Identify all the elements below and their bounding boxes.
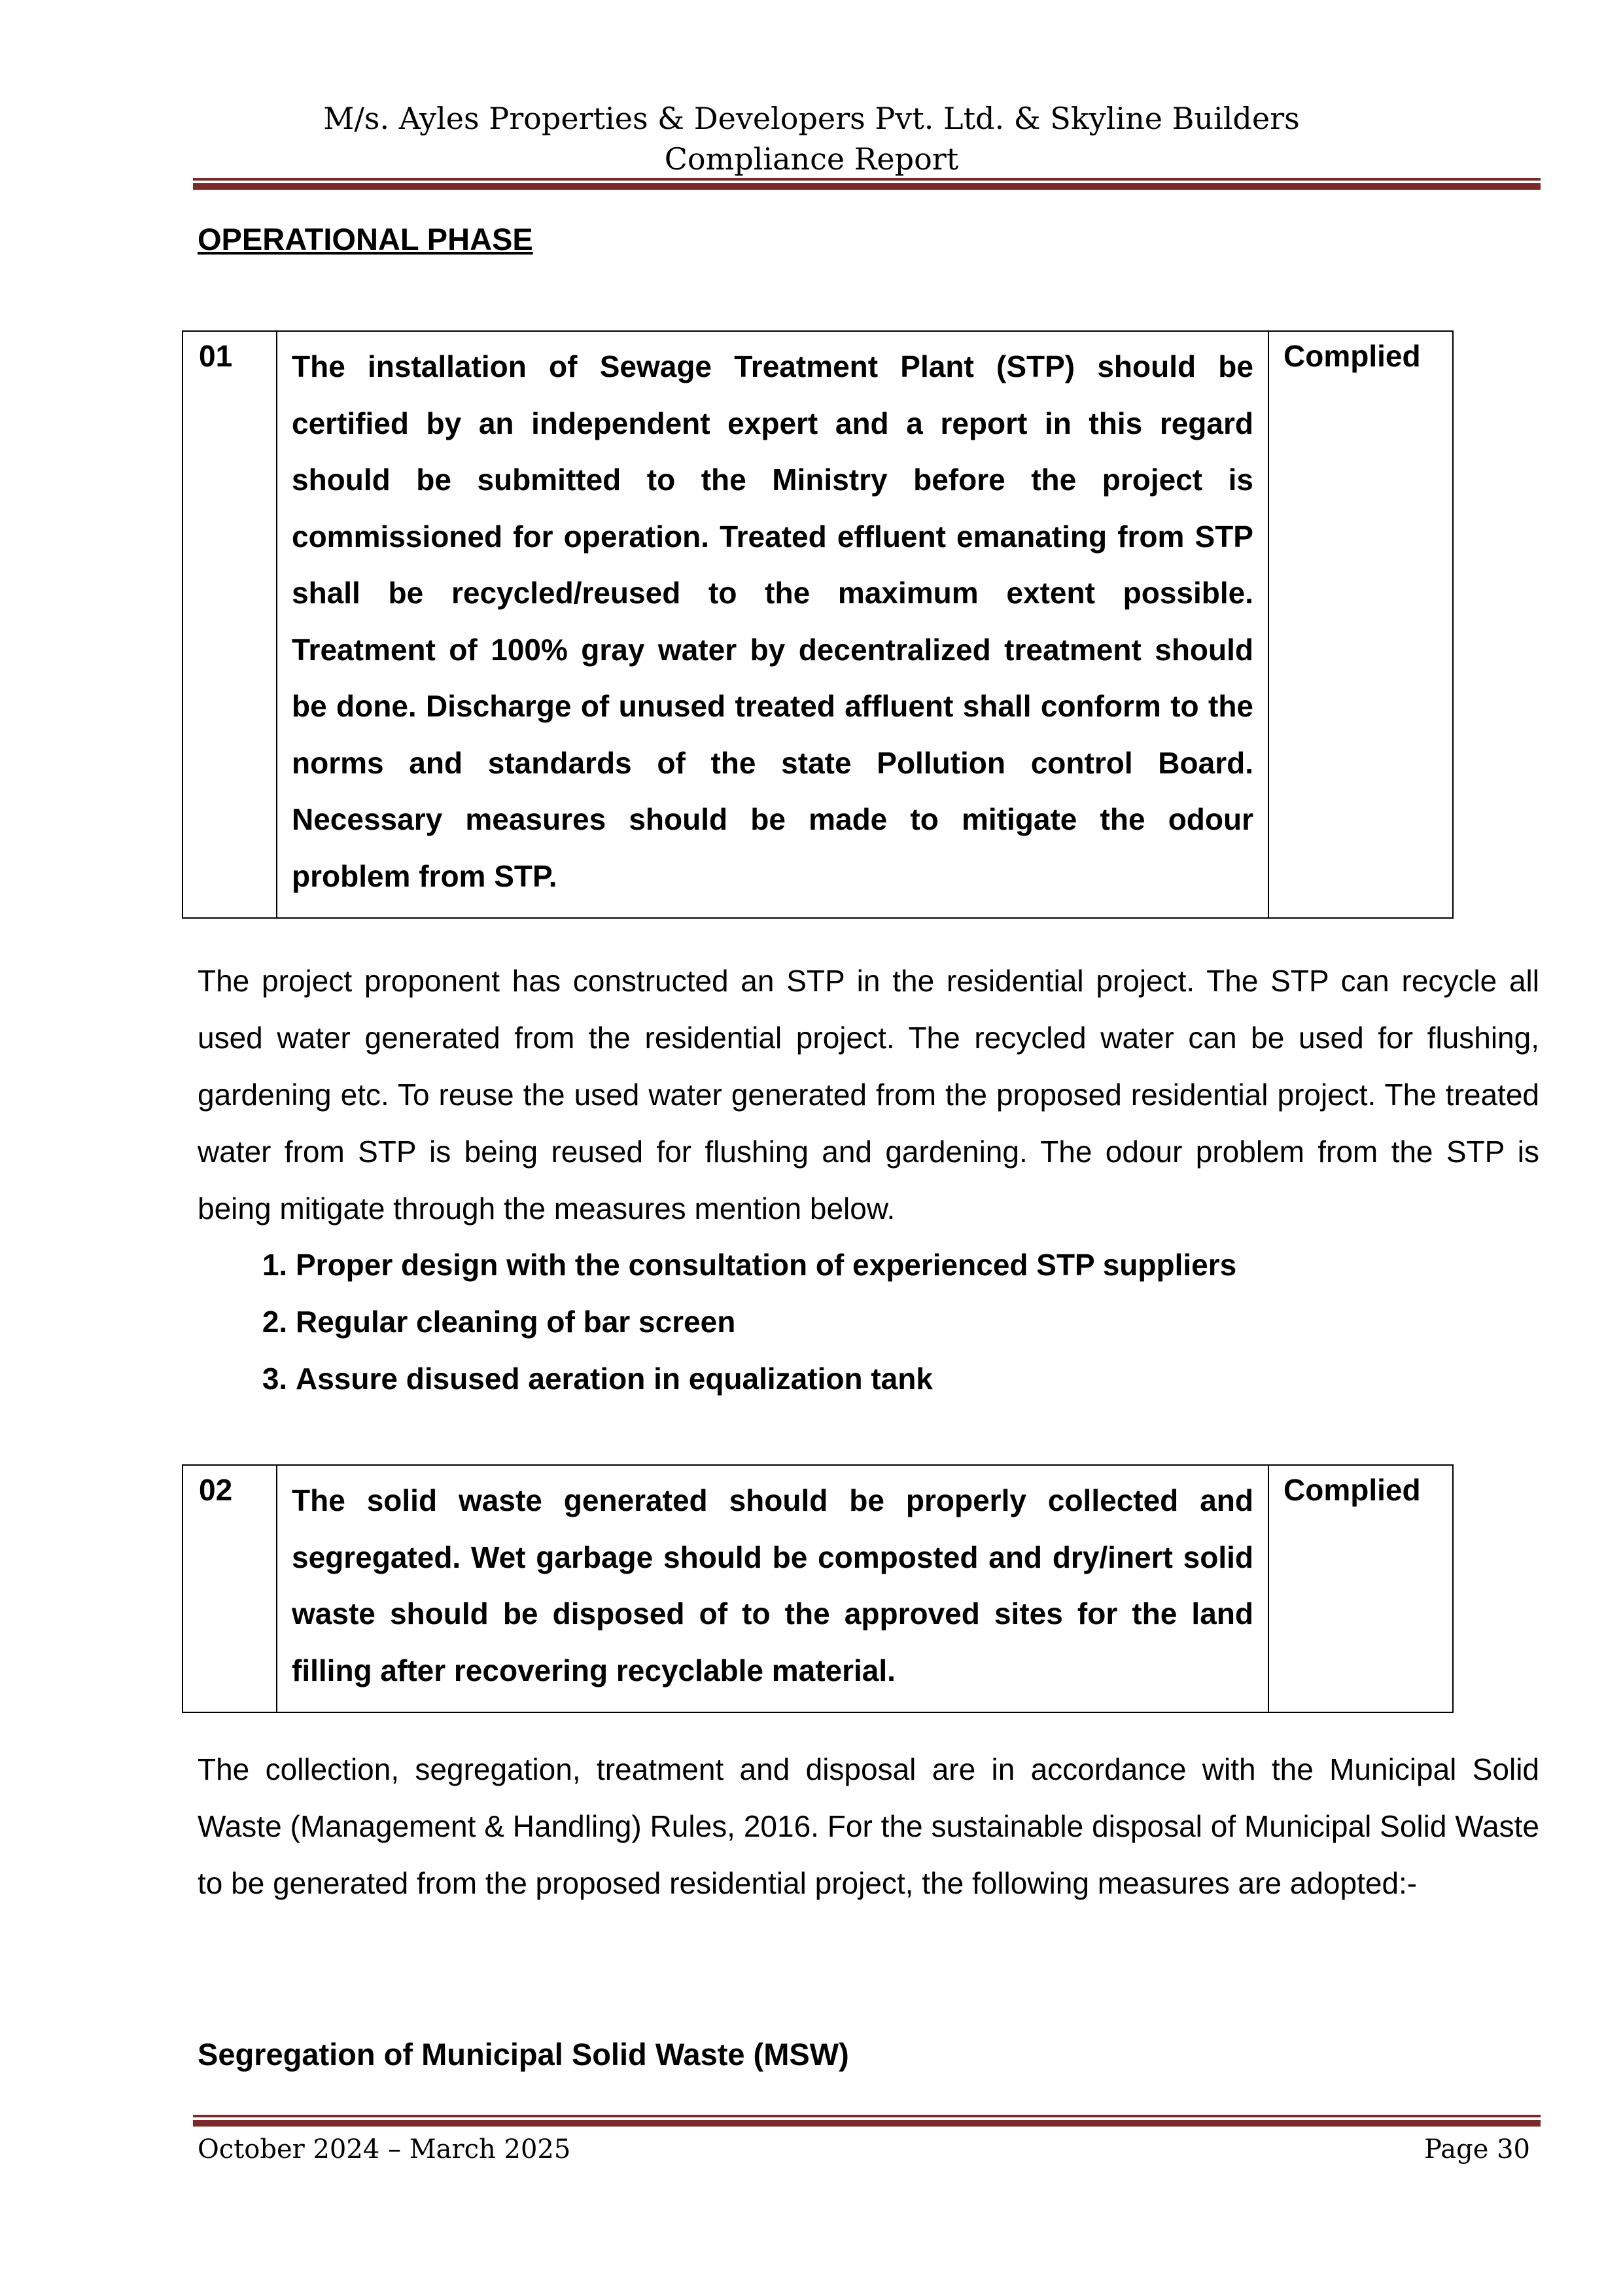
- page-number: Page 30: [1424, 2134, 1530, 2164]
- condition-text: The installation of Sewage Treatment Plant (STP) should be certified by an independent expert and a report in this regard should be submitted to the Ministry before the project is commissioned for operation. Treated effluent emanating from STP shall be recycled/reused to the maximum extent possible. Treatment of 100% gray water by decentralized treatment should be done. Discharge of unused treated affluent shall conform to the norms and standards of the state Pollution control Board. Necessary measures should be made to mitigate the odour problem from STP.: [277, 331, 1268, 918]
- msw-segregation-heading: Segregation of Municipal Solid Waste (MSW): [198, 2037, 849, 2072]
- compliance-status: Complied: [1268, 1465, 1453, 1712]
- header-rule: [193, 178, 1541, 190]
- table-row: [183, 1465, 1453, 1712]
- header-company: M/s. Ayles Properties & Developers Pvt. Ltd. & Skyline Builders: [323, 101, 1300, 136]
- stp-response-paragraph: The project proponent has constructed an STP in the residential project. The STP can recycle all used water generated from the residential project. The recycled water can be used for flushing, gardening etc. To reuse the used water generated from the proposed residential project. The treated water from STP is being reused for flushing and gardening. The odour problem from the STP is being mitigate through the measures mention below.: [198, 964, 1539, 1226]
- footer-rule: [193, 2115, 1541, 2127]
- list-item: 3. Assure disused aeration in equalization tank: [296, 1351, 1236, 1407]
- condition-text: The solid waste generated should be properly collected and segregated. Wet garbage should be composted and dry/inert solid waste should be disposed of to the approved sites for the land filling after recovering recyclable material.: [277, 1465, 1268, 1712]
- list-item: 2. Regular cleaning of bar screen: [296, 1294, 1236, 1351]
- condition-table-01: [182, 330, 1454, 919]
- table-row: [183, 331, 1453, 918]
- odour-measures-list: [242, 1237, 1236, 1407]
- condition-table-02: [182, 1464, 1454, 1713]
- footer-period: October 2024 – March 2025: [198, 2134, 571, 2164]
- condition-number: 02: [183, 1465, 277, 1712]
- solid-waste-paragraph: The collection, segregation, treatment and disposal are in accordance with the Municipal Solid Waste (Management & Handling) Rules, 2016. For the sustainable disposal of Municipal Solid Waste to be generated from the proposed residential project, the following measures are adopted:-: [198, 1752, 1539, 1900]
- section-title: OPERATIONAL PHASE: [198, 222, 533, 256]
- list-item: 1. Proper design with the consultation of experienced STP suppliers: [296, 1237, 1236, 1294]
- page-header: [0, 98, 1623, 179]
- header-report-title: Compliance Report: [664, 141, 959, 177]
- compliance-status: Complied: [1268, 331, 1453, 918]
- condition-number: 01: [183, 331, 277, 918]
